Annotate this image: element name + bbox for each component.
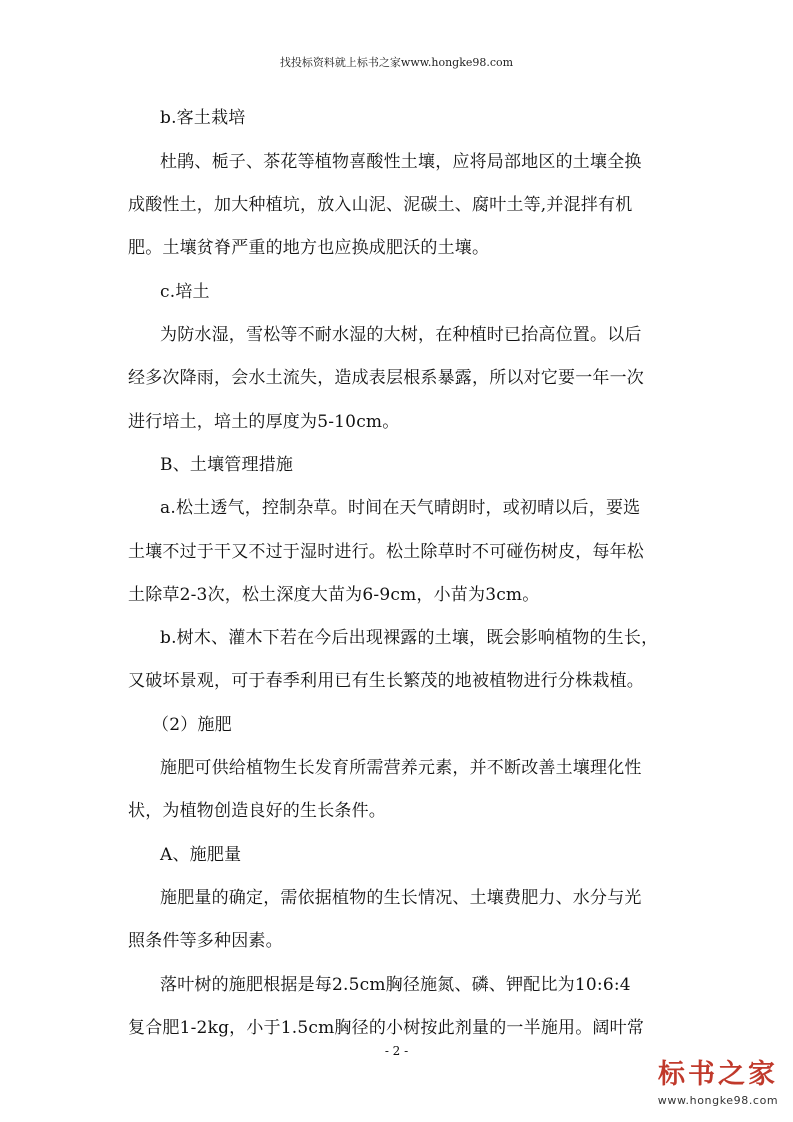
heading-b-ketu: b.客土栽培 (160, 108, 246, 128)
paragraph-line: 肥。土壤贫脊严重的地方也应换成肥沃的土壤。 (128, 238, 490, 258)
paragraph-line: 为防水湿，雪松等不耐水湿的大树，在种植时已抬高位置。以后 (160, 325, 642, 345)
logo-title: 标书之家 (658, 1059, 778, 1090)
paragraph-line: 土除草2-3次，松土深度大苗为6-9cm，小苗为3cm。 (128, 585, 540, 605)
page-header: 找投标资料就上标书之家www.hongke98.com (279, 56, 514, 69)
paragraph-line: 杜鹃、栀子、茶花等植物喜酸性土壤，应将局部地区的土壤全换 (160, 152, 642, 172)
paragraph-line: 施肥可供给植物生长发育所需营养元素，并不断改善土壤理化性 (160, 758, 642, 778)
paragraph-line: 土壤不过于干又不过于湿时进行。松土除草时不可碰伤树皮，每年松 (128, 542, 644, 562)
paragraph-line: 施肥量的确定，需依据植物的生长情况、土壤费肥力、水分与光 (160, 888, 642, 908)
paragraph-line: 成酸性土，加大种植坑，放入山泥、泥碳土、腐叶土等,并混拌有机 (128, 195, 633, 215)
paragraph-line: 照条件等多种因素。 (128, 931, 283, 951)
paragraph-line: b.树木、灌木下若在今后出现裸露的土壤，既会影响植物的生长， (160, 628, 659, 648)
heading-fertilizing: （2）施肥 (152, 715, 232, 735)
paragraph-line: 经多次降雨，会水土流失，造成表层根系暴露，所以对它要一年一次 (128, 368, 644, 388)
paragraph-line: 落叶树的施肥根据是每2.5cm胸径施氮、磷、钾配比为10:6:4 (160, 975, 631, 995)
paragraph-line: 又破坏景观，可于春季利用已有生长繁茂的地被植物进行分株栽植。 (128, 671, 644, 691)
heading-b-soil-measures: B、土壤管理措施 (160, 455, 294, 475)
paragraph-line: 进行培土，培土的厚度为5-10cm。 (128, 412, 400, 432)
site-logo (652, 1058, 784, 1116)
heading-a-fertilizer-amount: A、施肥量 (160, 845, 242, 865)
heading-c-peitu: c.培土 (160, 282, 210, 302)
paragraph-line: a.松土透气，控制杂草。时间在天气晴朗时，或初晴以后，要选 (160, 498, 641, 518)
paragraph-line: 状，为植物创造良好的生长条件。 (128, 801, 386, 821)
paragraph-line: 复合肥1-2kg，小于1.5cm胸径的小树按此剂量的一半施用。阔叶常 (128, 1018, 645, 1038)
page-number: - 2 - (384, 1044, 409, 1058)
logo-url: www.hongke98.com (657, 1094, 779, 1107)
